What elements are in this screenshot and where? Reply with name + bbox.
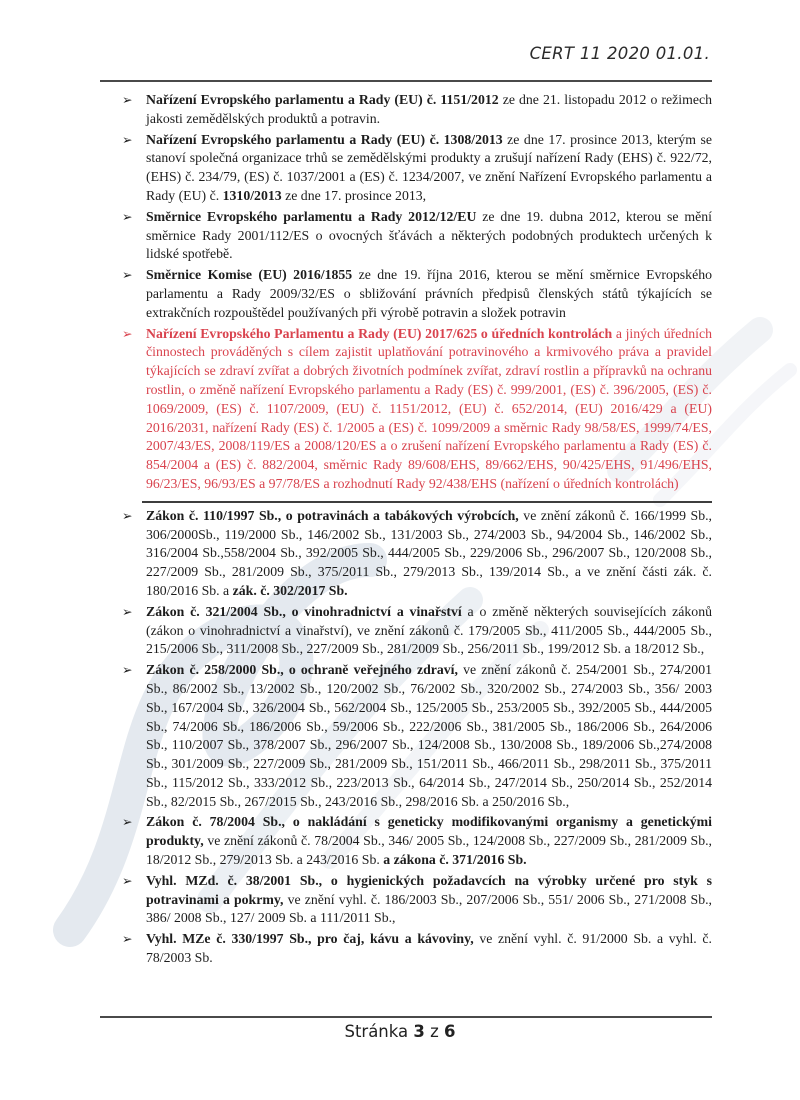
footer-of-word: z [430,1022,439,1041]
list-item [122,507,712,601]
list-item-text: Nařízení Evropského Parlamentu a Rady (EU) 2017/625 o úředních kontrolách a jiných úředních činnostech prováděných s cílem zajistit uplatňování potravinového a krmivového práva a pravidel týkajících se zdraví zvířat a dobrých životních podmínek zvířat, zdraví rostlin a přípravků na ochranu rostlin, o změně nařízení Evropského parlamentu a Rady (ES) č. 999/2001, (ES) č. 396/2005, (ES) č. 1069/2009, (ES) č. 1107/2009, (EU) č. 1151/2012, (EU) č. 652/2014, (EU) 2016/429 a (EU) 2016/2031, nařízení Rady (ES) č. 1/2005 a (ES) č. 1099/2009 a směrnic Rady 98/58/ES, 1999/74/ES, 2007/43/ES, 2008/119/ES a 2008/120/ES a o zrušení nařízení Evropského parlamentu a Rady (ES) č. 854/2004 a (ES) č. 882/2004, směrnic Rady 89/608/EHS, 89/662/EHS, 90/425/EHS, 91/496/EHS, 96/23/ES, 96/93/ES a 97/78/ES a rozhodnutí Rady 92/438/EHS (nařízení o úředních kontrolách) [146,325,712,491]
list-item [122,208,712,264]
regulation-list [122,91,712,970]
list-item-text: Vyhl. MZe č. 330/1997 Sb., pro čaj, kávu a kávoviny, ve znění vyhl. č. 91/2000 Sb. a vyhl. č. 78/2003 Sb. [146,931,712,966]
footer-rule [100,1016,712,1018]
list-item [122,661,712,811]
list-item-text: Zákon č. 258/2000 Sb., o ochraně veřejného zdraví, ve znění zákonů č. 254/2001 Sb., 274/2001 Sb., 86/2002 Sb., 13/2002 Sb., 120/2002 Sb., 76/2002 Sb., 320/2002 Sb., 274/2003 Sb., 356/ 2003 Sb., 167/2004 Sb., 326/2004 Sb., 562/2004 Sb., 125/2005 Sb., 253/2005 Sb., 392/2005 Sb., 444/2005 Sb., 74/2006 Sb., 186/2006 Sb., 59/2006 Sb., 222/2006 Sb., 381/2005 Sb., 186/2006 Sb., 264/2006 Sb., 110/2007 Sb., 378/2007 Sb., 296/2007 Sb., 124/2008 Sb., 130/2008 Sb., 189/2006 Sb.,274/2008 Sb., 301/2009 Sb., 227/2009 Sb., 281/2009 Sb., 151/2011 Sb., 466/2011 Sb., 298/2011 Sb., 375/2011 Sb., 115/2012 Sb., 333/2012 Sb., 223/2013 Sb., 64/2014 Sb., 247/2014 Sb., 250/2014 Sb., 252/2014 Sb., 82/2015 Sb., 267/2015 Sb., 243/2016 Sb., 298/2016 Sb. a 250/2016 Sb., [146,662,712,809]
bullet-arrow-icon: ➢ [122,872,133,888]
document-code: CERT 11 2020 01.01. [529,44,710,63]
list-item-text: Nařízení Evropského parlamentu a Rady (EU) č. 1308/2013 ze dne 17. prosince 2013, kterým se stanoví společná organizace trhů se zemědělskými produkty a zrušují nařízení Rady (EHS) č. 922/72, (EHS) č. 234/79, (ES) č. 1037/2001 a (ES) č. 1234/2007, ve znění Nařízení Evropského parlamentu a Rady (EU) č. 1310/2013 ze dne 17. prosince 2013, [146,131,712,203]
footer-page-number: 3 [413,1022,425,1041]
list-item-text: Zákon č. 78/2004 Sb., o nakládání s geneticky modifikovanými organismy a genetickými produkty, ve znění zákonů č. 78/2004 Sb., 346/ 2005 Sb., 124/2008 Sb., 227/2009 Sb., 281/2009 Sb., 18/2012 Sb., 279/2013 Sb. a 243/2016 Sb. a zákona č. 371/2016 Sb. [146,814,712,868]
footer-total-pages: 6 [444,1022,456,1041]
list-item [122,813,712,869]
list-item [122,91,712,129]
list-item-text: Zákon č. 321/2004 Sb., o vinohradnictví a vinařství a o změně některých souvisejících zákonů (zákon o vinohradnictví a vinařství), ve znění zákonů č. 179/2005 Sb., 411/2005 Sb., 444/2005 Sb., 215/2006 Sb., 311/2008 Sb., 227/2009 Sb., 281/2009 Sb., 256/2011 Sb., 199/2012 Sb. a 18/2012 Sb., [146,603,712,657]
bullet-arrow-icon: ➢ [122,814,133,830]
bullet-arrow-icon: ➢ [122,507,133,523]
section-divider [142,501,712,503]
list-item [122,131,712,206]
bullet-arrow-icon: ➢ [122,208,133,224]
page-footer [0,1022,800,1041]
list-item [122,872,712,928]
list-item [122,325,712,494]
list-item [122,266,712,322]
footer-label: Stránka [344,1022,409,1041]
list-item-text: Zákon č. 110/1997 Sb., o potravinách a tabákových výrobcích, ve znění zákonů č. 166/1999 Sb., 306/2000Sb., 119/2000 Sb., 146/2002 Sb., 131/2003 Sb., 274/2003 Sb., 94/2004 Sb., 146/2002 Sb., 316/2004 Sb.,558/2004 Sb., 392/2005 Sb., 444/2005 Sb., 229/2006 Sb., 296/2007 Sb., 120/2008 Sb., 227/2009 Sb., 281/2009 Sb., 375/2011 Sb., 279/2013 Sb., 139/2014 Sb., a ve znění části zák. č. 180/2016 Sb. a zák. č. 302/2017 Sb. [146,507,712,598]
bullet-arrow-icon: ➢ [122,603,133,619]
bullet-arrow-icon: ➢ [122,325,133,341]
bullet-arrow-icon: ➢ [122,931,133,947]
list-item-text: Vyhl. MZd. č. 38/2001 Sb., o hygienických požadavcích na výrobky určené pro styk s potravinami a pokrmy, ve znění vyhl. č. 186/2003 Sb., 207/2006 Sb., 551/ 2006 Sb., 271/2008 Sb., 386/ 2008 Sb., 127/ 2009 Sb. a 111/2011 Sb., [146,872,712,926]
bullet-arrow-icon: ➢ [122,92,133,107]
list-item [122,930,712,968]
bullet-arrow-icon: ➢ [122,267,133,283]
list-item-text: Směrnice Komise (EU) 2016/1855 ze dne 19. října 2016, kterou se mění směrnice Evropského parlamentu a Rady 2009/32/ES o sbližování právních předpisů členských států týkajících se extrakčních rozpouštědel používaných při výrobě potravin a složek potravin [146,267,712,320]
list-item [122,603,712,659]
list-item-text: Nařízení Evropského parlamentu a Rady (EU) č. 1151/2012 ze dne 21. listopadu 2012 o režimech jakosti zemědělských produktů a potravin. [146,92,712,126]
header-rule [100,80,712,82]
list-item-text: Směrnice Evropského parlamentu a Rady 2012/12/EU ze dne 19. dubna 2012, kterou se mění směrnice Rady 2001/112/ES o ovocných šťávách a některých podobných produktech určených k lidské spotřebě. [146,208,712,262]
bullet-arrow-icon: ➢ [122,662,133,678]
bullet-arrow-icon: ➢ [122,131,133,147]
